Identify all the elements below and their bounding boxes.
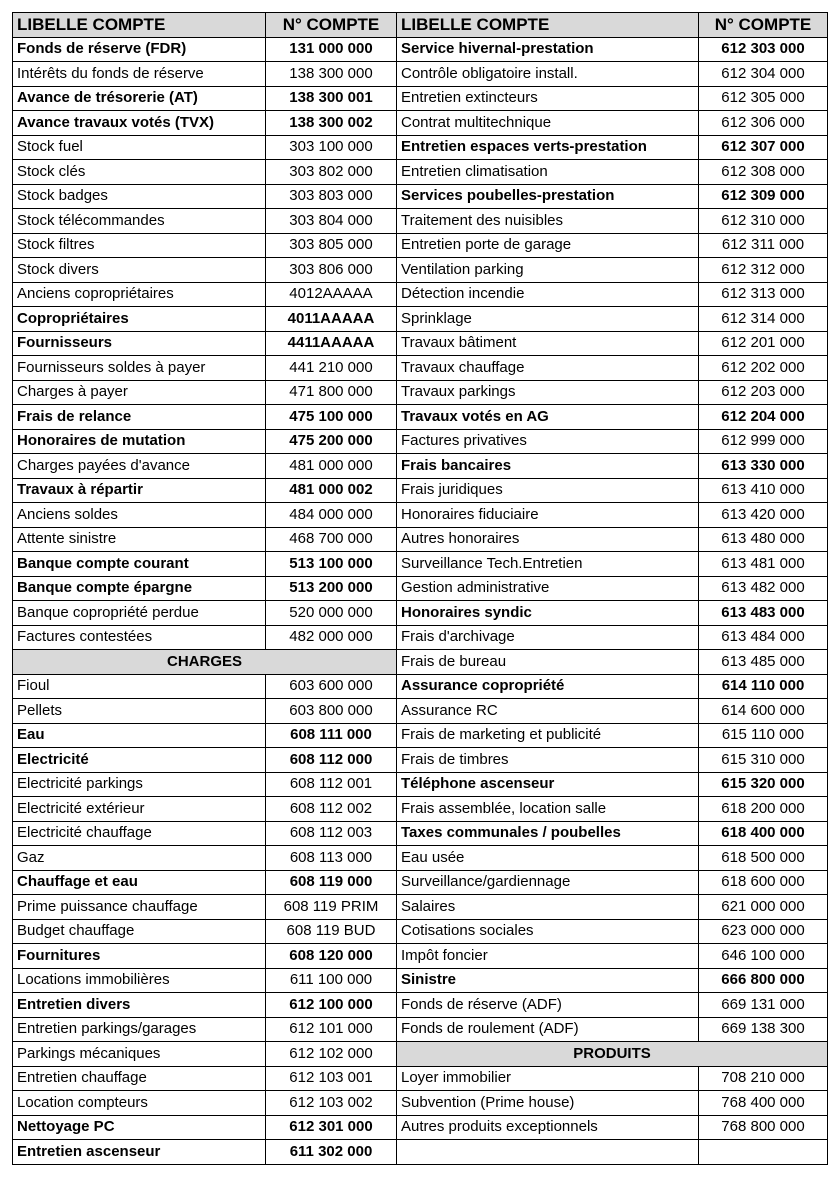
right-account-number: 613 480 000 — [699, 527, 828, 552]
right-account-label: Service hivernal-prestation — [397, 37, 699, 62]
table-row — [13, 821, 828, 846]
table-row — [13, 846, 828, 871]
left-account-label: Intérêts du fonds de réserve — [13, 62, 266, 87]
section-header-produits: PRODUITS — [397, 1042, 828, 1067]
left-account-label: Fournisseurs — [13, 331, 266, 356]
left-account-number: 482 000 000 — [266, 625, 397, 650]
left-account-number: 138 300 000 — [266, 62, 397, 87]
table-row — [13, 1140, 828, 1165]
right-account-number: 618 400 000 — [699, 821, 828, 846]
right-account-label: Ventilation parking — [397, 258, 699, 283]
right-account-label: Traitement des nuisibles — [397, 209, 699, 234]
left-account-label: Fioul — [13, 674, 266, 699]
header-number-right: N° COMPTE — [699, 13, 828, 38]
left-account-number: 475 100 000 — [266, 405, 397, 430]
right-account-number: 623 000 000 — [699, 919, 828, 944]
right-account-label: Sprinklage — [397, 307, 699, 332]
right-account-number: 612 999 000 — [699, 429, 828, 454]
table-row — [13, 1115, 828, 1140]
left-account-number: 612 100 000 — [266, 993, 397, 1018]
right-account-label: Gestion administrative — [397, 576, 699, 601]
left-account-label: Gaz — [13, 846, 266, 871]
left-account-number: 608 112 003 — [266, 821, 397, 846]
right-account-number: 612 203 000 — [699, 380, 828, 405]
right-account-number: 612 202 000 — [699, 356, 828, 381]
right-account-label: Contrat multitechnique — [397, 111, 699, 136]
left-account-label: Stock badges — [13, 184, 266, 209]
left-account-label: Stock filtres — [13, 233, 266, 258]
left-account-number: 603 600 000 — [266, 674, 397, 699]
left-account-label: Stock fuel — [13, 135, 266, 160]
right-account-label: Entretien extincteurs — [397, 86, 699, 111]
left-account-number: 608 119 000 — [266, 870, 397, 895]
left-account-number: 612 103 001 — [266, 1066, 397, 1091]
left-account-label: Stock télécommandes — [13, 209, 266, 234]
left-account-number: 4411AAAAA — [266, 331, 397, 356]
table-row — [13, 307, 828, 332]
right-account-number: 613 410 000 — [699, 478, 828, 503]
right-account-label: Honoraires fiduciaire — [397, 503, 699, 528]
right-account-number: 613 482 000 — [699, 576, 828, 601]
table-row — [13, 772, 828, 797]
header-label-left: LIBELLE COMPTE — [13, 13, 266, 38]
left-account-label: Entretien ascenseur — [13, 1140, 266, 1165]
right-account-label: Travaux bâtiment — [397, 331, 699, 356]
table-row — [13, 625, 828, 650]
left-account-number: 4011AAAAA — [266, 307, 397, 332]
left-account-label: Fonds de réserve (FDR) — [13, 37, 266, 62]
right-account-label: Détection incendie — [397, 282, 699, 307]
table-row — [13, 919, 828, 944]
right-account-label: Surveillance/gardiennage — [397, 870, 699, 895]
left-account-number: 303 806 000 — [266, 258, 397, 283]
right-account-label: Cotisations sociales — [397, 919, 699, 944]
right-account-number: 618 500 000 — [699, 846, 828, 871]
left-account-label: Chauffage et eau — [13, 870, 266, 895]
left-account-label: Location compteurs — [13, 1091, 266, 1116]
table-row — [13, 1091, 828, 1116]
left-account-number: 303 803 000 — [266, 184, 397, 209]
right-account-label: Autres produits exceptionnels — [397, 1115, 699, 1140]
left-account-label: Anciens soldes — [13, 503, 266, 528]
table-row — [13, 86, 828, 111]
left-account-label: Electricité extérieur — [13, 797, 266, 822]
table-row — [13, 356, 828, 381]
left-account-number: 471 800 000 — [266, 380, 397, 405]
left-account-number: 484 000 000 — [266, 503, 397, 528]
left-account-number: 481 000 002 — [266, 478, 397, 503]
right-account-label: Travaux chauffage — [397, 356, 699, 381]
right-account-number: 613 420 000 — [699, 503, 828, 528]
left-account-label: Parkings mécaniques — [13, 1042, 266, 1067]
table-row — [13, 503, 828, 528]
left-account-number: 138 300 002 — [266, 111, 397, 136]
left-account-number: 303 804 000 — [266, 209, 397, 234]
right-account-number: 612 304 000 — [699, 62, 828, 87]
table-row — [13, 62, 828, 87]
left-account-number: 611 302 000 — [266, 1140, 397, 1165]
right-account-label: Contrôle obligatoire install. — [397, 62, 699, 87]
table-row — [13, 968, 828, 993]
left-account-number: 513 100 000 — [266, 552, 397, 577]
right-account-label: Travaux parkings — [397, 380, 699, 405]
left-account-number: 441 210 000 — [266, 356, 397, 381]
right-account-number: 646 100 000 — [699, 944, 828, 969]
table-row — [13, 405, 828, 430]
table-row — [13, 37, 828, 62]
table-row — [13, 111, 828, 136]
left-account-label: Avance travaux votés (TVX) — [13, 111, 266, 136]
left-account-number: 468 700 000 — [266, 527, 397, 552]
left-account-label: Entretien parkings/garages — [13, 1017, 266, 1042]
table-row — [13, 944, 828, 969]
right-account-label: Frais de bureau — [397, 650, 699, 675]
header-label-right: LIBELLE COMPTE — [397, 13, 699, 38]
account-chart — [12, 12, 827, 1165]
left-account-label: Stock divers — [13, 258, 266, 283]
table-row — [13, 429, 828, 454]
table-row — [13, 527, 828, 552]
right-account-label: Surveillance Tech.Entretien — [397, 552, 699, 577]
left-account-label: Stock clés — [13, 160, 266, 185]
right-account-label: Assurance RC — [397, 699, 699, 724]
left-account-number: 513 200 000 — [266, 576, 397, 601]
left-account-number: 131 000 000 — [266, 37, 397, 62]
right-account-label: Eau usée — [397, 846, 699, 871]
left-account-label: Electricité — [13, 748, 266, 773]
right-account-label: Fonds de roulement (ADF) — [397, 1017, 699, 1042]
right-account-number: 612 204 000 — [699, 405, 828, 430]
table-row — [13, 282, 828, 307]
right-account-label: Assurance copropriété — [397, 674, 699, 699]
right-account-label: Entretien espaces verts-prestation — [397, 135, 699, 160]
left-account-number: 612 103 002 — [266, 1091, 397, 1116]
table-row — [13, 699, 828, 724]
right-account-number: 613 484 000 — [699, 625, 828, 650]
right-account-number: 612 313 000 — [699, 282, 828, 307]
table-row — [13, 797, 828, 822]
table-row — [13, 1017, 828, 1042]
right-account-label: Frais assemblée, location salle — [397, 797, 699, 822]
left-account-number: 475 200 000 — [266, 429, 397, 454]
right-account-number: 613 485 000 — [699, 650, 828, 675]
right-account-number — [699, 1140, 828, 1165]
table-row — [13, 454, 828, 479]
right-account-number: 614 600 000 — [699, 699, 828, 724]
right-account-label: Frais juridiques — [397, 478, 699, 503]
left-account-label: Travaux à répartir — [13, 478, 266, 503]
right-account-number: 618 200 000 — [699, 797, 828, 822]
left-account-number: 608 112 000 — [266, 748, 397, 773]
left-account-label: Eau — [13, 723, 266, 748]
left-account-number: 303 100 000 — [266, 135, 397, 160]
right-account-number: 768 400 000 — [699, 1091, 828, 1116]
left-account-label: Charges à payer — [13, 380, 266, 405]
left-account-label: Attente sinistre — [13, 527, 266, 552]
right-account-number: 612 307 000 — [699, 135, 828, 160]
right-account-number: 612 303 000 — [699, 37, 828, 62]
right-account-label: Sinistre — [397, 968, 699, 993]
left-account-label: Copropriétaires — [13, 307, 266, 332]
table-row — [13, 674, 828, 699]
right-account-label: Frais d'archivage — [397, 625, 699, 650]
left-account-label: Budget chauffage — [13, 919, 266, 944]
table-row — [13, 233, 828, 258]
left-account-label: Fournitures — [13, 944, 266, 969]
left-account-number: 612 102 000 — [266, 1042, 397, 1067]
section-header-charges: CHARGES — [13, 650, 397, 675]
left-account-label: Electricité chauffage — [13, 821, 266, 846]
header-number-left: N° COMPTE — [266, 13, 397, 38]
right-account-number: 768 800 000 — [699, 1115, 828, 1140]
table-row — [13, 748, 828, 773]
right-account-number: 612 312 000 — [699, 258, 828, 283]
left-account-label: Locations immobilières — [13, 968, 266, 993]
left-account-label: Electricité parkings — [13, 772, 266, 797]
table-row — [13, 576, 828, 601]
left-account-number: 608 112 001 — [266, 772, 397, 797]
right-account-label: Autres honoraires — [397, 527, 699, 552]
right-account-number: 614 110 000 — [699, 674, 828, 699]
left-account-label: Pellets — [13, 699, 266, 724]
table-row — [13, 650, 828, 675]
left-account-number: 138 300 001 — [266, 86, 397, 111]
right-account-label: Honoraires syndic — [397, 601, 699, 626]
right-account-number: 612 308 000 — [699, 160, 828, 185]
right-account-label: Frais bancaires — [397, 454, 699, 479]
right-account-number: 613 481 000 — [699, 552, 828, 577]
table-row — [13, 1066, 828, 1091]
right-account-label: Salaires — [397, 895, 699, 920]
right-account-number: 615 320 000 — [699, 772, 828, 797]
right-account-number: 615 310 000 — [699, 748, 828, 773]
right-account-label: Subvention (Prime house) — [397, 1091, 699, 1116]
table-row — [13, 993, 828, 1018]
left-account-number: 520 000 000 — [266, 601, 397, 626]
left-account-label: Anciens copropriétaires — [13, 282, 266, 307]
table-row — [13, 870, 828, 895]
left-account-number: 4012AAAAA — [266, 282, 397, 307]
right-account-number: 708 210 000 — [699, 1066, 828, 1091]
table-row — [13, 184, 828, 209]
right-account-number: 612 310 000 — [699, 209, 828, 234]
left-account-label: Frais de relance — [13, 405, 266, 430]
left-account-label: Factures contestées — [13, 625, 266, 650]
table-row — [13, 209, 828, 234]
left-account-label: Entretien divers — [13, 993, 266, 1018]
right-account-label: Entretien climatisation — [397, 160, 699, 185]
right-account-label: Frais de marketing et publicité — [397, 723, 699, 748]
left-account-label: Nettoyage PC — [13, 1115, 266, 1140]
left-account-label: Fournisseurs soldes à payer — [13, 356, 266, 381]
left-account-label: Banque compte courant — [13, 552, 266, 577]
right-account-number: 669 131 000 — [699, 993, 828, 1018]
right-account-number: 613 330 000 — [699, 454, 828, 479]
left-account-number: 612 301 000 — [266, 1115, 397, 1140]
right-account-number: 621 000 000 — [699, 895, 828, 920]
right-account-number: 613 483 000 — [699, 601, 828, 626]
left-account-number: 603 800 000 — [266, 699, 397, 724]
left-account-number: 608 111 000 — [266, 723, 397, 748]
table-row — [13, 552, 828, 577]
left-account-number: 608 113 000 — [266, 846, 397, 871]
right-account-label: Téléphone ascenseur — [397, 772, 699, 797]
right-account-label: Taxes communales / poubelles — [397, 821, 699, 846]
left-account-number: 608 119 BUD — [266, 919, 397, 944]
right-account-label: Factures privatives — [397, 429, 699, 454]
table-row — [13, 601, 828, 626]
left-account-number: 303 805 000 — [266, 233, 397, 258]
accounts-table — [12, 12, 828, 1165]
left-account-number: 303 802 000 — [266, 160, 397, 185]
table-row — [13, 135, 828, 160]
right-account-number: 612 306 000 — [699, 111, 828, 136]
right-account-label: Impôt foncier — [397, 944, 699, 969]
right-account-number: 612 314 000 — [699, 307, 828, 332]
left-account-label: Avance de trésorerie (AT) — [13, 86, 266, 111]
right-account-number: 612 201 000 — [699, 331, 828, 356]
right-account-number: 612 311 000 — [699, 233, 828, 258]
left-account-number: 608 120 000 — [266, 944, 397, 969]
right-account-number: 666 800 000 — [699, 968, 828, 993]
left-account-number: 608 119 PRIM — [266, 895, 397, 920]
right-account-number: 615 110 000 — [699, 723, 828, 748]
left-account-number: 612 101 000 — [266, 1017, 397, 1042]
right-account-number: 669 138 300 — [699, 1017, 828, 1042]
left-account-number: 608 112 002 — [266, 797, 397, 822]
right-account-label: Frais de timbres — [397, 748, 699, 773]
table-row — [13, 258, 828, 283]
header-row — [13, 13, 828, 38]
left-account-label: Charges payées d'avance — [13, 454, 266, 479]
right-account-label: Travaux votés en AG — [397, 405, 699, 430]
right-account-label: Entretien porte de garage — [397, 233, 699, 258]
left-account-label: Honoraires de mutation — [13, 429, 266, 454]
right-account-label: Fonds de réserve (ADF) — [397, 993, 699, 1018]
table-row — [13, 380, 828, 405]
right-account-label: Loyer immobilier — [397, 1066, 699, 1091]
left-account-label: Banque copropriété perdue — [13, 601, 266, 626]
table-row — [13, 331, 828, 356]
right-account-number: 612 309 000 — [699, 184, 828, 209]
table-row — [13, 723, 828, 748]
table-row — [13, 1042, 828, 1067]
left-account-label: Banque compte épargne — [13, 576, 266, 601]
left-account-label: Entretien chauffage — [13, 1066, 266, 1091]
right-account-label — [397, 1140, 699, 1165]
table-row — [13, 895, 828, 920]
left-account-label: Prime puissance chauffage — [13, 895, 266, 920]
right-account-label: Services poubelles-prestation — [397, 184, 699, 209]
left-account-number: 611 100 000 — [266, 968, 397, 993]
right-account-number: 612 305 000 — [699, 86, 828, 111]
left-account-number: 481 000 000 — [266, 454, 397, 479]
right-account-number: 618 600 000 — [699, 870, 828, 895]
table-row — [13, 160, 828, 185]
table-row — [13, 478, 828, 503]
